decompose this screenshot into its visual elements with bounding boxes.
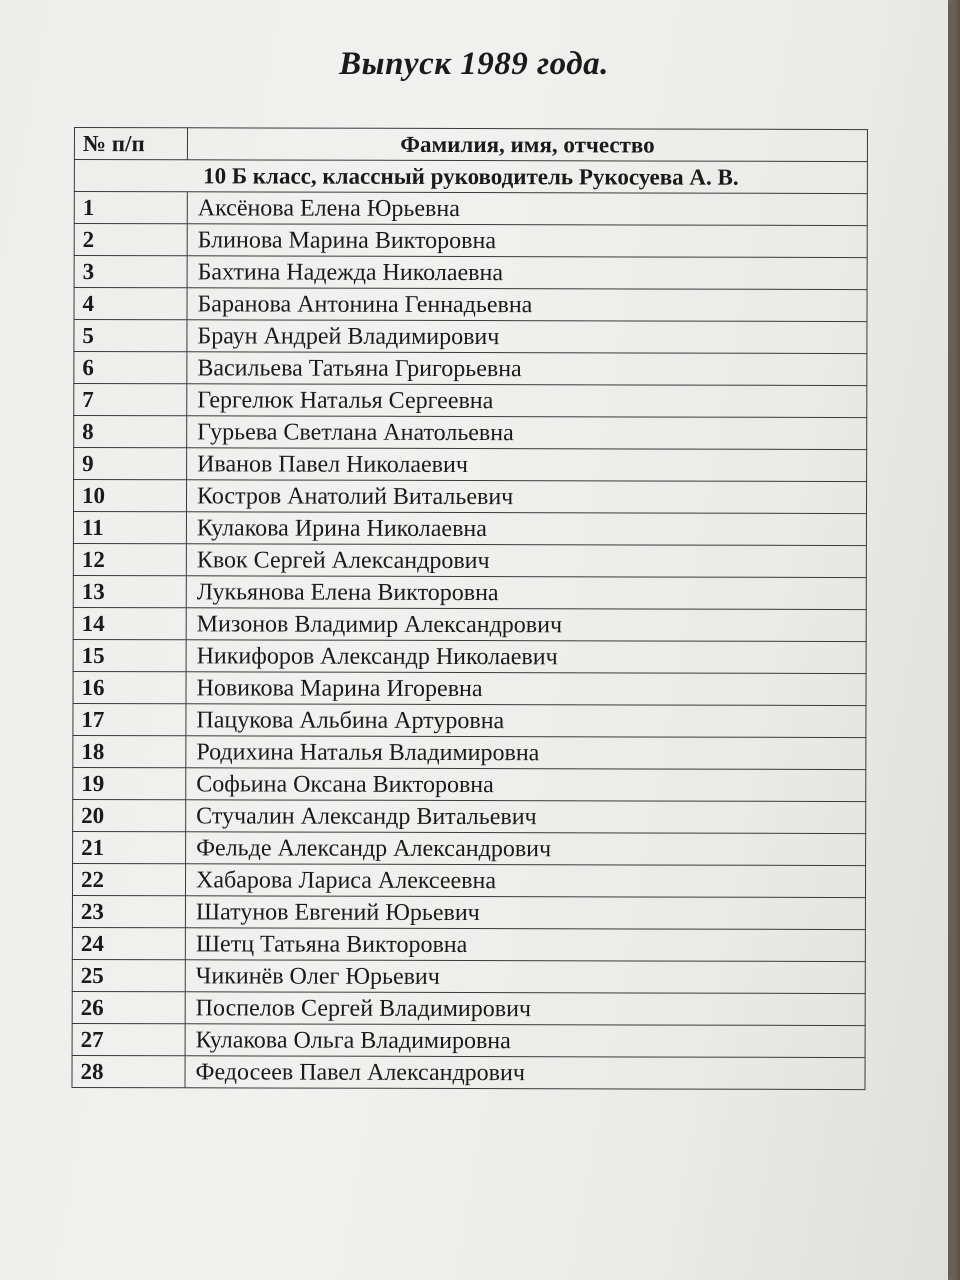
table-row xyxy=(74,448,867,482)
column-header-full-name: Фамилия, имя, отчество xyxy=(187,128,867,162)
column-header-number: № п/п xyxy=(74,128,187,160)
student-full-name: Никифоров Александр Николаевич xyxy=(186,640,866,674)
table-row xyxy=(72,927,865,961)
table-row xyxy=(73,735,866,769)
row-number: 15 xyxy=(73,639,186,671)
table-row xyxy=(72,991,865,1025)
table-row xyxy=(74,288,867,322)
student-full-name: Шатунов Евгений Юрьевич xyxy=(185,896,865,930)
student-full-name: Мизонов Владимир Александрович xyxy=(186,608,866,642)
row-number: 22 xyxy=(72,863,185,895)
student-full-name: Хабарова Лариса Алексеевна xyxy=(185,864,865,898)
student-full-name: Пацукова Альбина Артуровна xyxy=(186,704,866,738)
table-row xyxy=(73,543,866,577)
table-row xyxy=(73,703,866,737)
table-row xyxy=(73,480,866,514)
student-full-name: Иванов Павел Николаевич xyxy=(187,448,867,482)
student-full-name: Софьина Оксана Викторовна xyxy=(186,768,866,802)
row-number: 7 xyxy=(74,384,187,416)
row-number: 26 xyxy=(72,991,185,1023)
student-full-name: Новикова Марина Игоревна xyxy=(186,672,866,706)
table-row xyxy=(72,863,865,897)
row-number: 3 xyxy=(74,256,187,288)
student-full-name: Васильева Татьяна Григорьевна xyxy=(187,352,867,386)
student-full-name: Бахтина Надежда Николаевна xyxy=(187,256,867,290)
student-full-name: Гергелюк Наталья Сергеевна xyxy=(187,384,867,418)
row-number: 18 xyxy=(73,735,186,767)
class-section-label: 10 Б класс, классный руководитель Рукосуева А. В. xyxy=(74,160,867,194)
student-full-name: Кулакова Ольга Владимировна xyxy=(185,1024,865,1058)
row-number: 12 xyxy=(73,543,186,575)
row-number: 10 xyxy=(73,480,186,512)
row-number: 9 xyxy=(74,448,187,480)
student-full-name: Квок Сергей Александрович xyxy=(186,544,866,578)
student-full-name: Браун Андрей Владимирович xyxy=(187,320,867,354)
student-full-name: Аксёнова Елена Юрьевна xyxy=(187,192,867,226)
student-full-name: Гурьева Светлана Анатольевна xyxy=(187,416,867,450)
table-row xyxy=(72,895,865,929)
table-row xyxy=(72,1055,865,1089)
row-number: 2 xyxy=(74,224,187,256)
row-number: 8 xyxy=(74,416,187,448)
row-number: 6 xyxy=(74,352,187,384)
table-row xyxy=(74,352,867,386)
table-row xyxy=(74,224,867,258)
row-number: 5 xyxy=(74,320,187,352)
table-row xyxy=(72,959,865,993)
table-row xyxy=(74,416,867,450)
table-row xyxy=(73,799,866,833)
page-title: Выпуск 1989 года. xyxy=(339,46,609,82)
table-row xyxy=(73,671,866,705)
row-number: 4 xyxy=(74,288,187,320)
table-header-row xyxy=(74,128,867,162)
row-number: 20 xyxy=(73,799,186,831)
row-number: 1 xyxy=(74,192,187,224)
table-row xyxy=(73,767,866,801)
student-full-name: Стучалин Александр Витальевич xyxy=(186,800,866,834)
table-row xyxy=(73,639,866,673)
row-number: 27 xyxy=(72,1023,185,1055)
table-row xyxy=(73,512,866,546)
graduates-table xyxy=(71,127,868,1090)
student-full-name: Баранова Антонина Геннадьевна xyxy=(187,288,867,322)
student-full-name: Кулакова Ирина Николаевна xyxy=(186,512,866,546)
student-full-name: Лукьянова Елена Викторовна xyxy=(186,576,866,610)
student-full-name: Родихина Наталья Владимировна xyxy=(186,736,866,770)
section-row xyxy=(74,160,867,194)
student-full-name: Чикинёв Олег Юрьевич xyxy=(185,960,865,994)
student-full-name: Фельде Александр Александрович xyxy=(186,832,866,866)
row-number: 25 xyxy=(72,959,185,991)
row-number: 23 xyxy=(72,895,185,927)
row-number: 14 xyxy=(73,607,186,639)
table-row xyxy=(73,831,866,865)
table-row xyxy=(74,320,867,354)
table-row xyxy=(72,1023,865,1057)
table-row xyxy=(74,256,867,290)
row-number: 28 xyxy=(72,1055,185,1087)
table-row xyxy=(73,575,866,609)
table-row xyxy=(74,384,867,418)
student-full-name: Поспелов Сергей Владимирович xyxy=(185,992,865,1026)
row-number: 11 xyxy=(73,512,186,544)
student-full-name: Костров Анатолий Витальевич xyxy=(186,480,866,514)
row-number: 21 xyxy=(73,831,186,863)
row-number: 16 xyxy=(73,671,186,703)
table-row xyxy=(74,192,867,226)
student-full-name: Шетц Татьяна Викторовна xyxy=(185,928,865,962)
row-number: 17 xyxy=(73,703,186,735)
student-full-name: Блинова Марина Викторовна xyxy=(187,224,867,258)
row-number: 19 xyxy=(73,767,186,799)
row-number: 24 xyxy=(72,927,185,959)
row-number: 13 xyxy=(73,575,186,607)
table-row xyxy=(73,607,866,641)
table-body xyxy=(72,160,867,1090)
student-full-name: Федосеев Павел Александрович xyxy=(185,1056,865,1090)
